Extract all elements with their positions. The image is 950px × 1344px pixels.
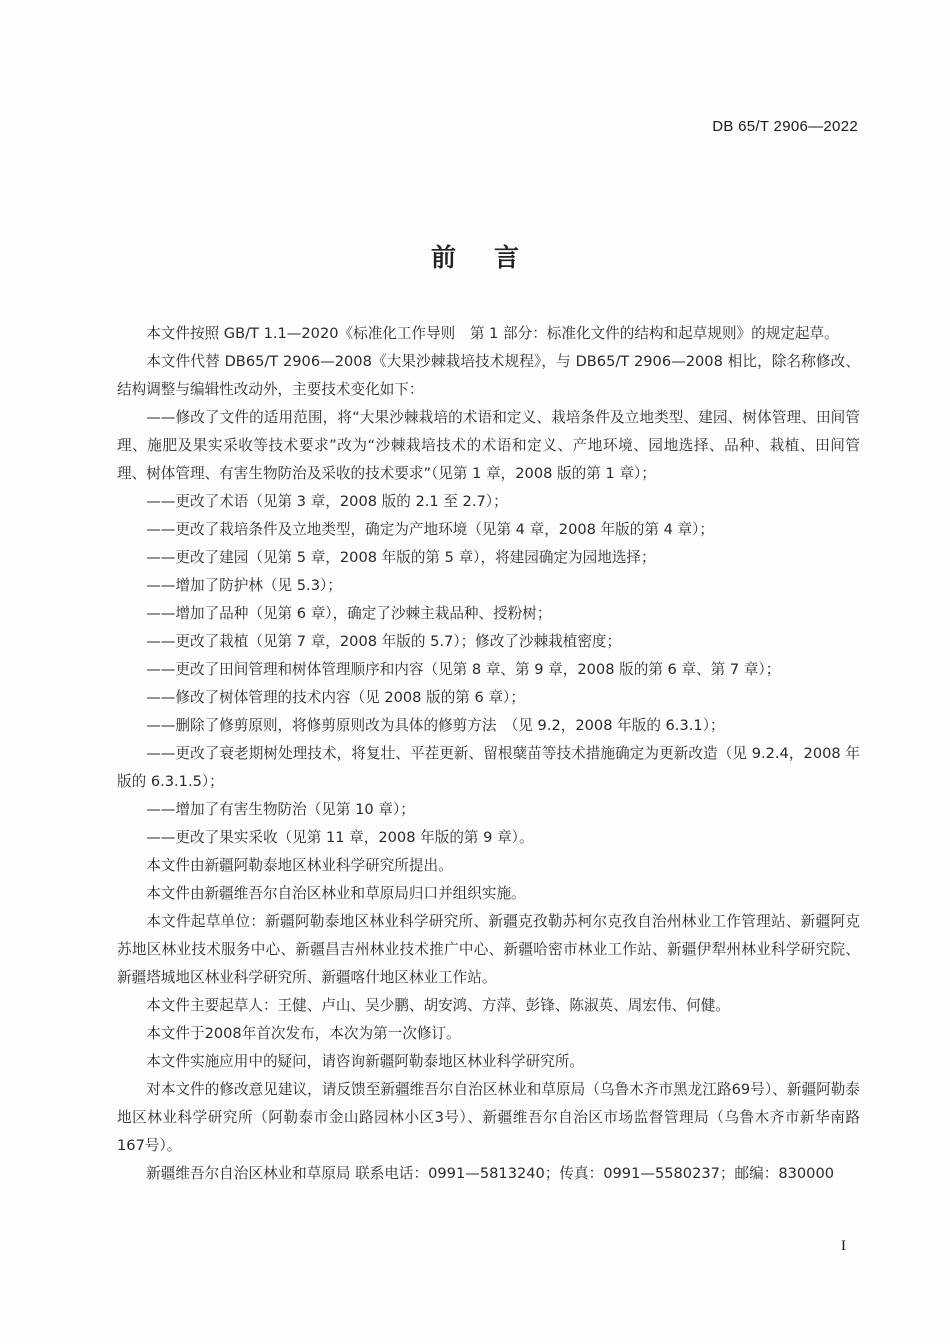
change-item: ——更改了田间管理和树体管理顺序和内容（见第 8 章、第 9 章，2008 版的第 6 章、第 7 章）；: [146, 661, 781, 678]
page-title: 前言: [430, 243, 557, 272]
paragraph-history: 本文件于2008年首次发布，本次为第一次修订。: [146, 1025, 461, 1042]
change-item: ——修改了树体管理的技术内容（见 2008 版的第 6 章）；: [146, 689, 525, 706]
paragraph-contact: 新疆维吾尔自治区林业和草原局 联系电话：0991—5813240；传真：0991—5580237；邮编：830000: [146, 1165, 835, 1182]
change-item: ——修改了文件的适用范围，将“大果沙棘栽培的术语和定义、栽培条件及立地类型、建园、树体管理、田间管理、施肥及果实采收等技术要求”改为“沙棘栽培技术的术语和定义、产地环境、园地选择、品种、栽植、田间管理、树体管理、有害生物防治及采收的技术要求”（见第 1 章，2008 版的第 1 章）；: [117, 409, 860, 482]
change-item: ——增加了防护林（见 5.3）；: [146, 577, 342, 594]
paragraph-drafters: 本文件主要起草人：王健、卢山、吴少鹏、胡安鸿、方萍、彭锋、陈淑英、周宏伟、何健。: [146, 997, 730, 1014]
change-item: ——更改了栽植（见第 7 章，2008 年版的 5.7）；修改了沙棘栽植密度；: [146, 633, 622, 650]
paragraph-replacement: 本文件代替 DB65/T 2906—2008《大果沙棘栽培技术规程》，与 DB65/T 2906—2008 相比，除名称修改、结构调整与编辑性改动外，主要技术变化如下：: [117, 353, 860, 398]
change-item: ——增加了品种（见第 6 章），确定了沙棘主栽品种、授粉树；: [146, 605, 552, 622]
change-item: ——更改了术语（见第 3 章，2008 版的 2.1 至 2.7）；: [146, 493, 508, 510]
paragraph-inquiry: 本文件实施应用中的疑问，请咨询新疆阿勒泰地区林业科学研究所。: [146, 1053, 585, 1070]
change-item: ——更改了建园（见第 5 章，2008 年版的第 5 章），将建园确定为园地选择；: [146, 549, 656, 566]
document-code: DB 65/T 2906—2022: [712, 118, 858, 135]
change-item: ——更改了果实采收（见第 11 章，2008 年版的第 9 章）。: [146, 829, 534, 846]
paragraph-drafting-basis: 本文件按照 GB/T 1.1—2020《标准化工作导则 第 1 部分：标准化文件的结构和起草规则》的规定起草。: [146, 325, 839, 342]
document-body: [117, 320, 860, 1188]
page-number: I: [841, 1238, 846, 1254]
change-item: ——增加了有害生物防治（见第 10 章）；: [146, 801, 415, 818]
change-item: ——更改了栽培条件及立地类型，确定为产地环境（见第 4 章，2008 年版的第 4 章）；: [146, 521, 714, 538]
paragraph-feedback: 对本文件的修改意见建议，请反馈至新疆维吾尔自治区林业和草原局（乌鲁木齐市黑龙江路69号）、新疆阿勒泰地区林业科学研究所（阿勒泰市金山路园林小区3号）、新疆维吾尔自治区市场监督管理局（乌鲁木齐市新华南路167号）。: [117, 1081, 860, 1154]
paragraph-drafting-units: 本文件起草单位：新疆阿勒泰地区林业科学研究所、新疆克孜勒苏柯尔克孜自治州林业工作管理站、新疆阿克苏地区林业技术服务中心、新疆昌吉州林业技术推广中心、新疆哈密市林业工作站、新疆伊犁州林业科学研究院、新疆塔城地区林业科学研究所、新疆喀什地区林业工作站。: [117, 913, 860, 986]
change-item: ——更改了衰老期树处理技术，将复壮、平茬更新、留根蘖苗等技术措施确定为更新改造（见 9.2.4，2008 年版的 6.3.1.5）；: [117, 745, 860, 790]
paragraph-administrator: 本文件由新疆维吾尔自治区林业和草原局归口并组织实施。: [146, 885, 526, 902]
paragraph-proposer: 本文件由新疆阿勒泰地区林业科学研究所提出。: [146, 857, 453, 874]
change-item: ——删除了修剪原则，将修剪原则改为具体的修剪方法 （见 9.2，2008 年版的 6.3.1）；: [146, 717, 725, 734]
